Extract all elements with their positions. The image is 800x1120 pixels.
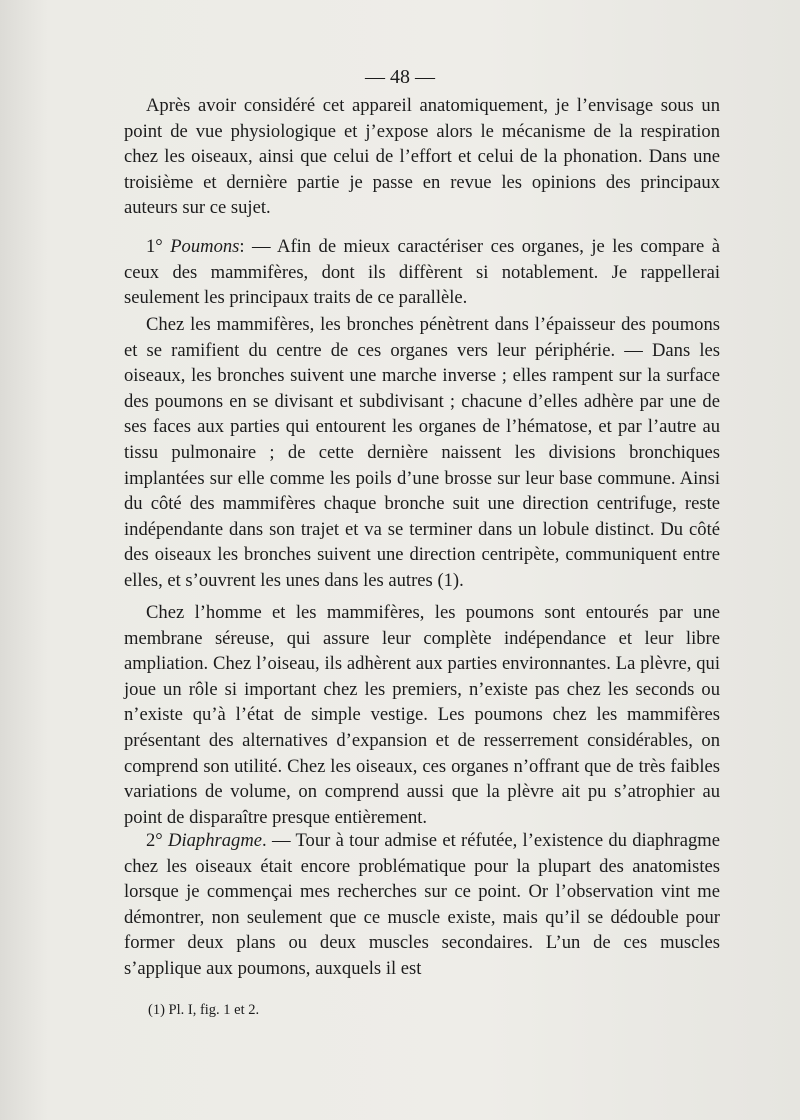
paragraph-intro: Après avoir considéré cet appareil anatomiquement, je l’envisage sous un point de vue physiologique et j’expose alors le mécanisme de la respiration chez les oiseaux, ainsi que celui de l’effort et celui de la phonation. Dans une troisième et dernière partie je passe en revue les opinions des principaux auteurs sur ce sujet. — [124, 95, 720, 219]
section-number: 2° — [146, 830, 163, 851]
paragraph-diaphragme — [124, 828, 720, 982]
section-heading-poumons: Poumons — [170, 236, 240, 257]
section-heading-diaphragme: Diaphragme — [168, 830, 263, 851]
paragraph-diaphragme-text: . — Tour à tour admise et réfutée, l’existence du diaphragme chez les oiseaux était encore problématique pour la plupart des anatomistes lorsque je commençai mes recherches sur ce point. Or l’observation vint me démontrer, non seulement que ce muscle existe, mais qu’il se dédouble pour former deux plans ou deux muscles secondaires. L’un de ces muscles s’applique aux poumons, auxquels il est — [124, 830, 720, 979]
page-number: — 48 — — [365, 66, 435, 88]
paragraph-plevre: Chez l’homme et les mammifères, les poumons sont entourés par une membrane séreuse, qui assure leur complète indépendance et leur libre ampliation. Chez l’oiseau, ils adhèrent aux parties environnantes. La plèvre, qui joue un rôle si important chez les premiers, n’existe pas chez les seconds ou n’existe qu’à l’état de simple vestige. Les poumons chez les mammifères présentant des alternatives d’expansion et de resserrement considérables, on comprend son utilité. Chez les oiseaux, ces organes n’offrant que de très faibles variations de volume, on comprend aussi que la plèvre ait pu s’atrophier au point de disparaître presque entièrement. — [124, 602, 720, 828]
paragraph-bronches-text: Chez les mammifères, les bronches pénètrent dans l’épaisseur des poumons et se ramifient du centre de ces organes vers leur périphérie. — Dans les oiseaux, les bronches suivent une marche inverse ; elles rampent sur la surface des poumons en se divisant et subdivisant ; chacune d’elles adhère par une de ses faces aux parties qui entourent les organes de l’hématose, et par l’autre au tissu pulmonaire ; de cette dernière naissent les divisions bronchiques implantées sur elle comme les poils d’une brosse sur leur base commune. Ainsi du côté des mammifères chaque bronche suit une direction centrifuge, reste indépendante dans son trajet et va se terminer dans un lobule distinct. Du côté des oiseaux les bronches suivent une direction centripète, communiquent entre elles, et s’ouvrent les unes dans les autres — [124, 314, 720, 591]
section-number: 1° — [146, 236, 163, 257]
paragraph-poumons — [124, 234, 720, 311]
paragraph-bronches — [124, 312, 720, 594]
paragraph-poumons-text: : — Afin de mieux caractériser ces organes, je les compare à ceux des mammifères, dont ils diffèrent si notablement. Je rappellerai seulement les principaux traits de ce parallèle. — [124, 236, 720, 309]
footnote: (1) Pl. I, fig. 1 et 2. — [148, 1002, 260, 1018]
footnote-reference: (1). — [437, 569, 464, 591]
